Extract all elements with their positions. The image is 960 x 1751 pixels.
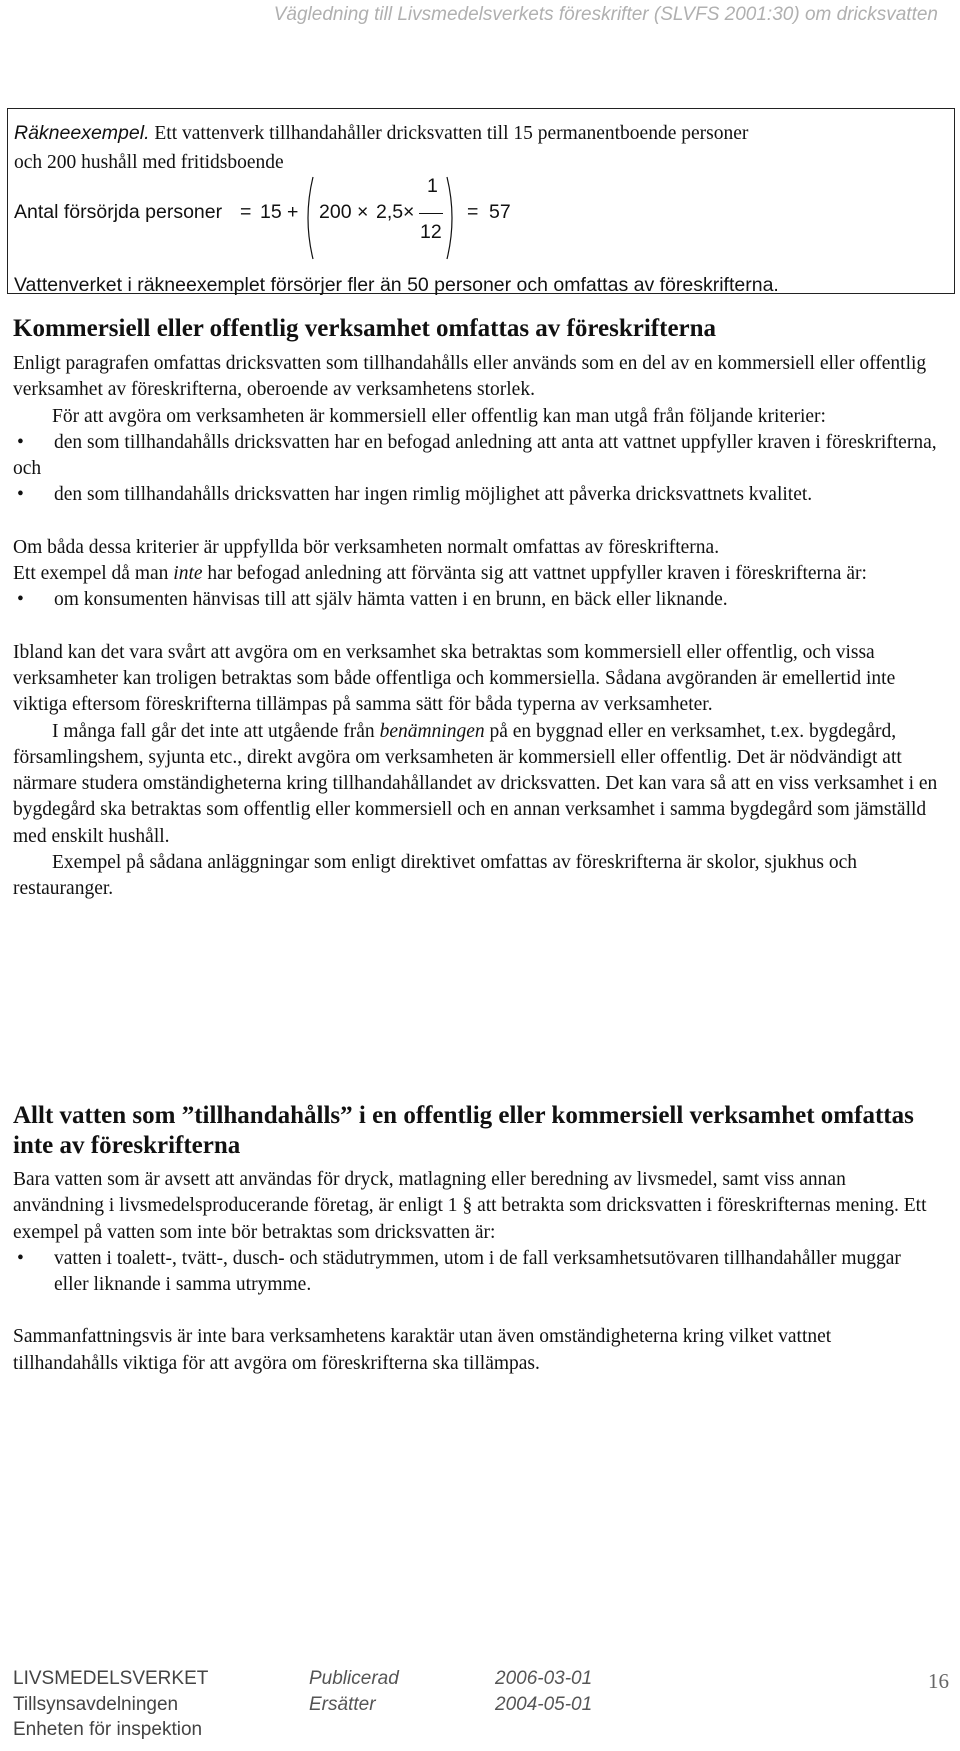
formula-term-c: 2,5 [376, 201, 404, 223]
water-bullet: • vatten i toalett-, tvätt-, dusch- och städutrymmen, utom i de fall verksamhetsutövaren tillhandahåller muggar eller liknande i samma utrymme. [17, 1247, 901, 1296]
formula-equals: = [240, 201, 252, 223]
section1-paragraph-4: Ett exempel då man inte har befogad anledning att förvänta sig att vattnet uppfyller kraven i föreskrifterna är: [13, 563, 867, 585]
example-intro-line2: och 200 hushåll med fritidsboende [14, 152, 284, 173]
bullet-icon: • [17, 1247, 24, 1269]
running-header: Vägledning till Livsmedelsverkets föreskrifter (SLVFS 2001:30) om dricksvatten [273, 4, 938, 25]
formula-term-a: 15 [260, 201, 282, 223]
formula-times-1: × [357, 201, 369, 223]
bullet-icon: • [17, 431, 24, 453]
section1-paragraph-6: I många fall går det inte att utgående från benämningen på en byggnad eller en verksamhet, t.ex. bygdegård, församlingshem, syjunta etc., direkt avgöra om verksamheten är kommersiell eller offentlig. Det är nödvändigt att närmare studera omständigheterna kring tillhandahållandet av dricksvatten. Det kan vara så att en viss verksamhet i en bygdegård ska betraktas som offentlig eller kommersiell och en annan verksamhet i samma bygdegård som jämställd med enskilt hushåll. [13, 720, 938, 847]
section2-summary: Sammanfattningsvis är inte bara verksamhetens karaktär utan även omständigheterna kring vilket vattnet tillhandahålls viktiga för att avgöra om föreskrifterna ska tillämpas. [13, 1326, 832, 1374]
section-not-all-water [13, 1101, 938, 1377]
section2-heading: Allt vatten som ”tillhandahålls” i en offentlig eller kommersiell verksamhet omfattas inte av föreskrifterna [13, 1102, 914, 1159]
section2-paragraph-1: Bara vatten som är avsett att användas för dryck, matlagning eller beredning av livsmedel, samt viss annan användning i livsmedelsproducerande företag, är enligt 1 § att betrakta som dricksvatten i föreskrifternas mening. Ett exempel på vatten som inte bör betraktas som dricksvatten är: [13, 1169, 927, 1243]
and-connector: och [13, 458, 42, 480]
formula-label: Antal försörjda personer [14, 201, 223, 223]
formula-right-paren [445, 175, 459, 261]
formula-denominator: 12 [420, 221, 442, 243]
example-conclusion: Vattenverket i räkneexemplet försörjer fler än 50 personer och omfattas av föreskrifterna. [14, 274, 779, 296]
formula-plus: + [287, 201, 299, 223]
formula-equals-2: = [467, 201, 479, 223]
footer-labels: Publicerad Ersätter [309, 1668, 399, 1715]
formula-numerator: 1 [427, 175, 438, 197]
footer-dates [495, 1666, 592, 1717]
example-lead: Räkneexempel. [14, 122, 150, 144]
persons-formula [14, 175, 614, 267]
example-intro-line1: Räkneexempel. Ett vattenverk tillhandahåller dricksvatten till 15 permanentboende personer [14, 122, 749, 144]
section1-paragraph-3: Om båda dessa kriterier är uppfyllda bör verksamheten normalt omfattas av föreskrifterna. [13, 536, 720, 558]
footer-organisation: LIVSMEDELSVERKET Tillsynsavdelningen Enheten för inspektion [13, 1668, 209, 1740]
published-date: 2006-03-01 [495, 1668, 593, 1689]
formula-term-b: 200 [319, 201, 352, 223]
calculation-example-box [7, 108, 955, 294]
section1-paragraph-1: Enligt paragrafen omfattas dricksvatten som tillhandahålls eller används som en del av en kommersiell eller offentlig verksamhet av föreskrifterna, oberoende av verksamhetens storlek. [13, 353, 927, 401]
page-number: 16 [928, 1669, 949, 1693]
formula-result: 57 [489, 201, 511, 223]
section-commercial-public [13, 314, 938, 903]
replaces-date: 2004-05-01 [495, 1693, 593, 1715]
formula-left-paren [301, 175, 315, 261]
criteria-bullet-1: • den som tillhandahålls dricksvatten har en befogad anledning att anta att vattnet uppfyller kraven i föreskrifterna, [13, 430, 938, 456]
bullet-icon: • [17, 484, 24, 506]
criteria-bullet-2: • den som tillhandahålls dricksvatten har ingen rimlig möjlighet att påverka dricksvattnets kvalitet. [13, 482, 938, 508]
section1-paragraph-7: Exempel på sådana anläggningar som enligt direktivet omfattas av föreskrifterna är skolor, sjukhus och restauranger. [13, 852, 857, 900]
bullet-icon: • [17, 589, 24, 611]
formula-times-2: × [403, 201, 415, 223]
section1-paragraph-5: Ibland kan det vara svårt att avgöra om en verksamhet ska betraktas som kommersiell eller offentlig, och vissa verksamheter kan troligen betraktas som både offentliga och kommersiella. Sådana avgöranden är emellertid inte viktiga eftersom föreskrifterna tillämpas på samma sätt för båda typerna av verksamheter. [13, 641, 896, 716]
formula-fraction-bar [419, 213, 443, 214]
section1-heading: Kommersiell eller offentlig verksamhet omfattas av föreskrifterna [13, 315, 717, 342]
section1-paragraph-2: För att avgöra om verksamheten är kommersiell eller offentlig kan man utgå från följande kriterier: [52, 405, 826, 427]
paragraph-sign: § [462, 1195, 473, 1217]
example-bullet: • om konsumenten hänvisas till att själv hämta vatten i en brunn, en bäck eller liknande. [13, 587, 938, 613]
